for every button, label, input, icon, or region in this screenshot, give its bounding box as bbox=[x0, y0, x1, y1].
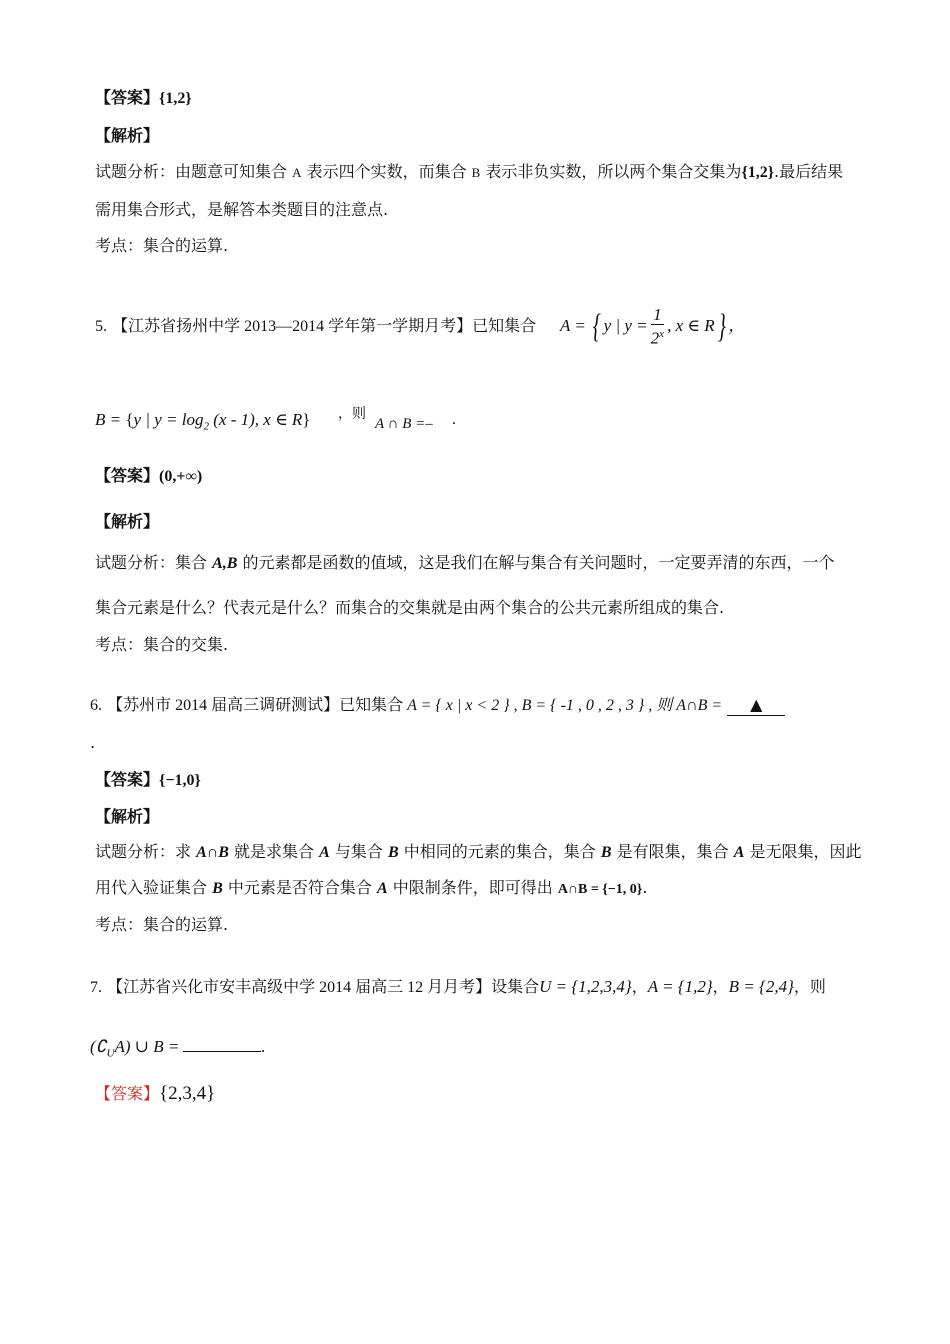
q7-answer bbox=[95, 1084, 215, 1104]
text: 试题分析：集合 bbox=[95, 553, 213, 572]
text: 就是求集合 bbox=[228, 842, 320, 861]
text: 的元素都是函数的值域，这是我们在解与集合有关问题时，一定要弄清的东西，一个 bbox=[237, 553, 835, 572]
math-text: (x - 1), x ∈ R bbox=[209, 410, 303, 429]
fraction bbox=[651, 306, 664, 348]
math: B bbox=[387, 844, 399, 861]
q4-analysis-line2: 需用集合形式，是解答本类题目的注意点. bbox=[95, 200, 389, 219]
set-b: B bbox=[471, 165, 481, 180]
question-source: 【江苏省扬州中学 2013—2014 学年第一学期月考】 bbox=[112, 318, 473, 335]
q6-period: . bbox=[90, 733, 96, 752]
text: . bbox=[642, 878, 648, 897]
q4-kaodian: 考点：集合的运算. bbox=[95, 236, 229, 255]
text: 是有限集，集合 bbox=[611, 842, 734, 861]
math-text: B = bbox=[95, 410, 122, 429]
text: 与集合 bbox=[329, 842, 388, 861]
q5-analysis-label: 【解析】 bbox=[95, 512, 160, 531]
math-text: (∁ bbox=[90, 1037, 107, 1056]
base: 2 bbox=[650, 328, 660, 348]
answer-blank: – bbox=[425, 416, 433, 432]
math-text: y | y = log bbox=[133, 410, 204, 429]
math-text: A = bbox=[560, 316, 586, 335]
q6-analysis-line2 bbox=[95, 878, 647, 900]
answer-label: 【答案】 bbox=[95, 466, 160, 485]
set-a: A bbox=[292, 165, 302, 180]
math-text: y | y = bbox=[603, 316, 648, 335]
answer-label: 【答案】 bbox=[95, 770, 160, 789]
q7-header bbox=[90, 977, 826, 998]
set-u: U = {1,2,3,4} bbox=[539, 977, 632, 996]
period: . bbox=[261, 1037, 266, 1056]
math: A bbox=[733, 844, 745, 861]
question-prompt: 设集合 bbox=[491, 977, 540, 996]
q6-header bbox=[90, 695, 785, 716]
q4-analysis-line1 bbox=[95, 162, 843, 183]
math-text: A ∩ B = bbox=[375, 416, 426, 432]
text: 中限制条件，即可得出 bbox=[387, 878, 558, 897]
math-text: A) ∪ B = bbox=[114, 1037, 180, 1056]
q5-answer bbox=[95, 466, 202, 487]
question-number: 6. bbox=[90, 697, 102, 714]
subscript: U bbox=[106, 1047, 115, 1060]
text: 表示四个实数，而集合 bbox=[301, 162, 472, 181]
answer-value: {−1,0} bbox=[159, 772, 201, 789]
q5-kaodian: 考点：集合的交集. bbox=[95, 635, 229, 654]
math: A∩B = {−1, 0} bbox=[557, 882, 643, 897]
question-prompt: 已知集合 bbox=[339, 695, 404, 714]
sep: ， bbox=[712, 977, 729, 996]
set-value: {1,2} bbox=[741, 164, 775, 181]
text: 中相同的元素的集合，集合 bbox=[398, 842, 601, 861]
math: A bbox=[319, 844, 330, 861]
q6-analysis-label: 【解析】 bbox=[95, 807, 160, 826]
q6-kaodian: 考点：集合的运算. bbox=[95, 915, 229, 934]
brace: } bbox=[717, 308, 726, 346]
numerator: 1 bbox=[651, 306, 664, 325]
answer-value: {1,2} bbox=[159, 90, 192, 107]
q5-analysis-line1 bbox=[95, 553, 835, 574]
q5-period: . bbox=[452, 411, 456, 428]
text: 表示非负实数，所以两个集合交集为 bbox=[480, 162, 742, 181]
q6-answer bbox=[95, 770, 201, 791]
answer-blank bbox=[183, 1051, 261, 1052]
math: A∩B bbox=[196, 844, 229, 861]
q4-answer bbox=[95, 88, 192, 109]
question-number: 5. bbox=[95, 318, 107, 335]
text: 中元素是否符合集合 bbox=[222, 878, 377, 897]
q6-analysis-line1 bbox=[95, 842, 861, 863]
math-expr: A = { x | x < 2 } , B = { -1 , 0 , 2 , 3 } , 则 A∩B = bbox=[403, 697, 723, 714]
answer-label: 【答案】 bbox=[95, 88, 160, 107]
answer-label: 【答案】 bbox=[95, 1084, 160, 1103]
q5-set-b: B = {y | $y = \log_2 (x - 1)$, x ∈ R} bbox=[95, 410, 311, 433]
q4-analysis-label: 【解析】 bbox=[95, 126, 160, 145]
set-b: B = {2,4} bbox=[728, 977, 794, 996]
q7-expr bbox=[90, 1037, 266, 1063]
text: 是无限集，因此 bbox=[744, 842, 862, 861]
triangle-icon: ▲ bbox=[750, 695, 763, 714]
exponent: x bbox=[659, 328, 665, 341]
answer-value: {2,3,4} bbox=[159, 1083, 216, 1104]
question-prompt: 已知集合 bbox=[472, 316, 537, 335]
q5-analysis-line2: 集合元素是什么？代表元是什么？而集合的交集就是由两个集合的公共元素所组成的集合. bbox=[95, 598, 725, 617]
q5-then: ，则 bbox=[338, 406, 366, 422]
question-number: 7. bbox=[90, 979, 102, 996]
q5-header bbox=[95, 316, 536, 337]
brace: { bbox=[592, 308, 601, 346]
denominator bbox=[651, 325, 664, 348]
text: .最后结果 bbox=[774, 162, 844, 181]
math: B bbox=[212, 880, 223, 897]
answer-value: (0,+∞) bbox=[159, 468, 203, 485]
question-source: 【苏州市 2014 届高三调研测试】 bbox=[107, 697, 340, 714]
sets: A,B bbox=[212, 555, 238, 572]
math: A bbox=[376, 880, 388, 897]
log-base: 2 bbox=[203, 420, 209, 433]
text: ，则 bbox=[793, 977, 826, 996]
q5-result bbox=[375, 414, 433, 434]
sep: ， bbox=[631, 977, 648, 996]
q5-set-a bbox=[560, 306, 745, 348]
set-a: A = {1,2} bbox=[647, 977, 713, 996]
text: 试题分析：求 bbox=[95, 842, 197, 861]
answer-blank bbox=[727, 695, 785, 716]
question-source: 【江苏省兴化市安丰高级中学 2014 届高三 12 月月考】 bbox=[107, 979, 492, 996]
text: 试题分析：由题意可知集合 bbox=[95, 162, 293, 181]
comma: ， bbox=[728, 316, 746, 335]
math-text: , x ∈ R bbox=[667, 316, 715, 335]
math: B bbox=[600, 844, 612, 861]
text: 用代入验证集合 bbox=[95, 878, 213, 897]
